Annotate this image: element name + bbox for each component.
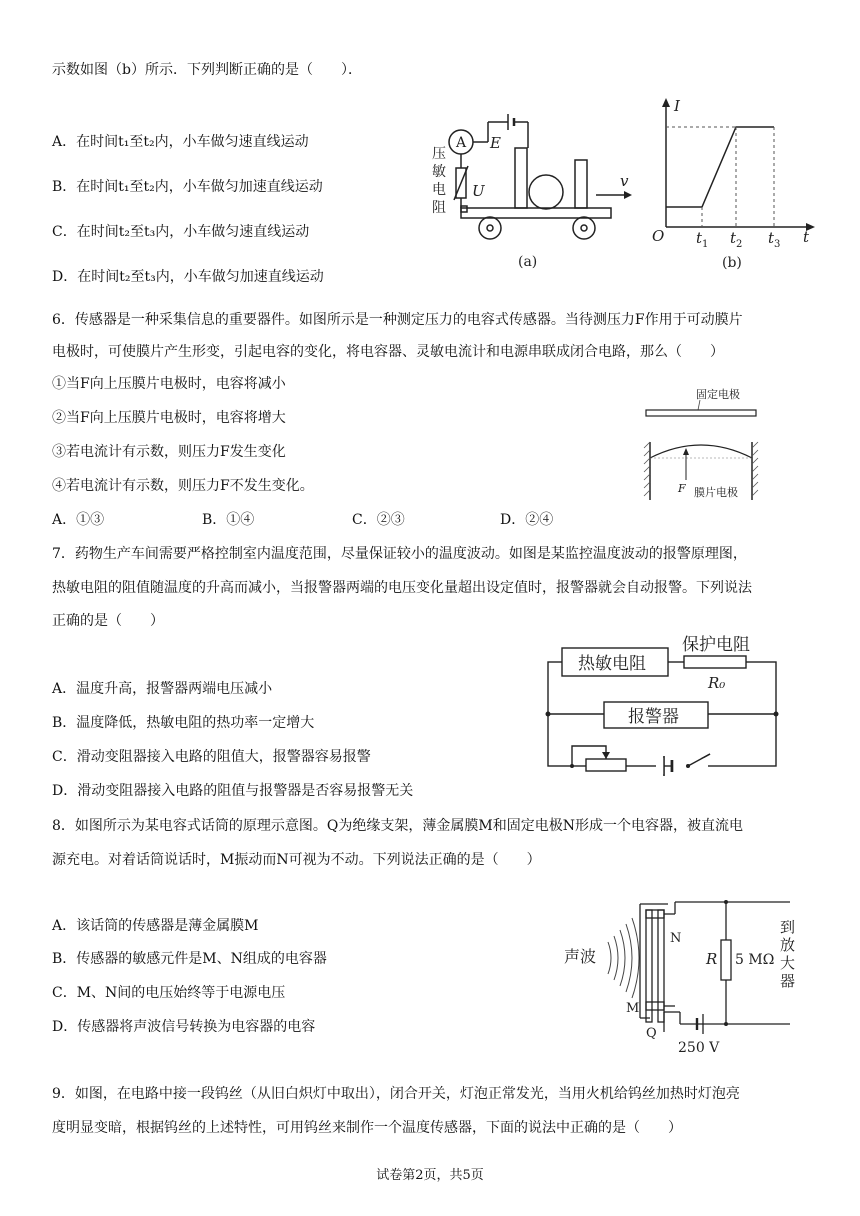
q7-option-c: C．滑动变阻器接入电路的阻值大，报警器容易报警 [52,749,371,765]
velocity-label: v [620,172,629,190]
origin-label: O [652,227,665,245]
source-voltage-label: 250 V [678,1040,720,1056]
q6-choice-a: A．①③ [52,512,105,528]
q5-option-c: C．在时间t₂至t₃内，小车做匀速直线运动 [52,224,310,240]
t1-label: $t_1$ [696,229,709,250]
q6-figure [640,382,770,506]
figure-a-caption: (a) [518,254,538,270]
fixed-electrode-label: 固定电极 [696,388,740,401]
resistor-r-label: R [706,950,718,968]
q8-stem-2: 源充电。对着话筒说话时，M振动而N可视为不动。下列说法正确的是（ ） [52,852,541,868]
q8-stem-1: 8．如图所示为某电容式话筒的原理示意图。Q为绝缘支架，薄金属膜M和固定电极N形成一个电容器，被直流电 [52,818,743,834]
q6-choice-b: B．①④ [202,512,255,528]
film-m-label: M [626,1001,640,1016]
q6-stem-2: 电极时，可使膜片产生形变，引起电容的变化，将电容器、灵敏电流计和电源串联成闭合电路，那么（ ） [52,344,724,360]
membrane-electrode-label: 膜片电极 [694,486,738,499]
q6-item-4: ④若电流计有示数，则压力F不发生变化。 [52,478,314,494]
q9-stem-2: 度明显变暗，根据钨丝的上述特性，可用钨丝来制作一个温度传感器，下面的说法中正确的是（ ） [52,1120,682,1136]
side-label-2: 敏 [432,164,446,180]
r0-label: R₀ [708,674,726,692]
protect-resistor-label: 保护电阻 [682,635,750,655]
voltage-label: U [472,182,485,200]
q5-intro: 示数如图（b）所示．下列判断正确的是（ ）． [52,62,362,78]
ammeter-label: A [456,135,467,151]
q5-option-b: B．在时间t₁至t₂内，小车做匀加速直线运动 [52,179,323,195]
q6-item-3: ③若电流计有示数，则压力F发生变化 [52,444,286,460]
q5-figure-a [428,108,648,273]
sound-wave-label: 声波 [564,947,597,966]
q5-option-d: D．在时间t₂至t₃内，小车做匀加速直线运动 [52,269,324,285]
q7-stem-2: 热敏电阻的阻值随温度的升高而减小，当报警器两端的电压变化量超出设定值时，报警器就会自动报警。下列说法 [52,580,752,596]
q7-option-b: B．温度降低，热敏电阻的热功率一定增大 [52,715,315,731]
q8-option-b: B．传感器的敏感元件是M、N组成的电容器 [52,951,327,967]
thermistor-label: 热敏电阻 [578,654,646,674]
current-axis-label: I [674,97,680,115]
emf-label: E [490,134,501,152]
q6-choice-d: D．②④ [500,512,554,528]
figure-b-caption: (b) [722,255,742,271]
side-label-1: 压 [432,146,446,162]
output-label-4: 器 [780,972,796,990]
q8-option-a: A．该话筒的传感器是薄金属膜M [52,918,259,934]
q8-microphone-figure [560,892,810,1057]
resistance-value-label: 5 MΩ [735,952,775,968]
output-label-2: 放 [780,936,796,954]
q7-stem-3: 正确的是（ ） [52,613,164,629]
support-q-label: Q [646,1026,657,1041]
q9-stem-1: 9．如图，在电路中接一段钨丝（从旧白炽灯中取出），闭合开关，灯泡正常发光，当用火机给钨丝加热时灯泡亮 [52,1086,740,1102]
t2-label: $t_2$ [730,229,743,250]
q7-stem-1: 7．药物生产车间需要严格控制室内温度范围，尽量保证较小的温度波动。如图是某监控温度波动的报警原理图， [52,546,747,562]
q7-option-a: A．温度升高，报警器两端电压减小 [52,681,273,697]
side-label-4: 阻 [432,200,446,216]
q6-item-1: ①当F向上压膜片电极时，电容将减小 [52,376,286,392]
q6-stem-1: 6．传感器是一种采集信息的重要器件。如图所示是一种测定压力的电容式传感器。当待测压力F作用于可动膜片 [52,312,743,328]
output-label-3: 大 [780,954,796,972]
q6-choice-c: C．②③ [352,512,405,528]
output-label-1: 到 [780,918,796,936]
side-label-3: 电 [432,182,446,198]
q5-option-a: A．在时间t₁至t₂内，小车做匀速直线运动 [52,134,309,150]
q5-figure-b [650,95,820,275]
alarm-label: 报警器 [628,707,679,727]
q6-item-2: ②当F向上压膜片电极时，电容将增大 [52,410,286,426]
time-axis-label: t [803,228,810,246]
force-label: F [678,482,686,495]
q7-circuit-figure [538,628,788,778]
page-footer: 试卷第2页，共5页 [376,1168,484,1183]
q8-option-c: C．M、N间的电压始终等于电源电压 [52,985,286,1001]
t3-label: $t_3$ [768,229,781,250]
q7-option-d: D．滑动变阻器接入电路的阻值与报警器是否容易报警无关 [52,783,414,799]
electrode-n-label: N [670,931,682,946]
q8-option-d: D．传感器将声波信号转换为电容器的电容 [52,1019,316,1035]
